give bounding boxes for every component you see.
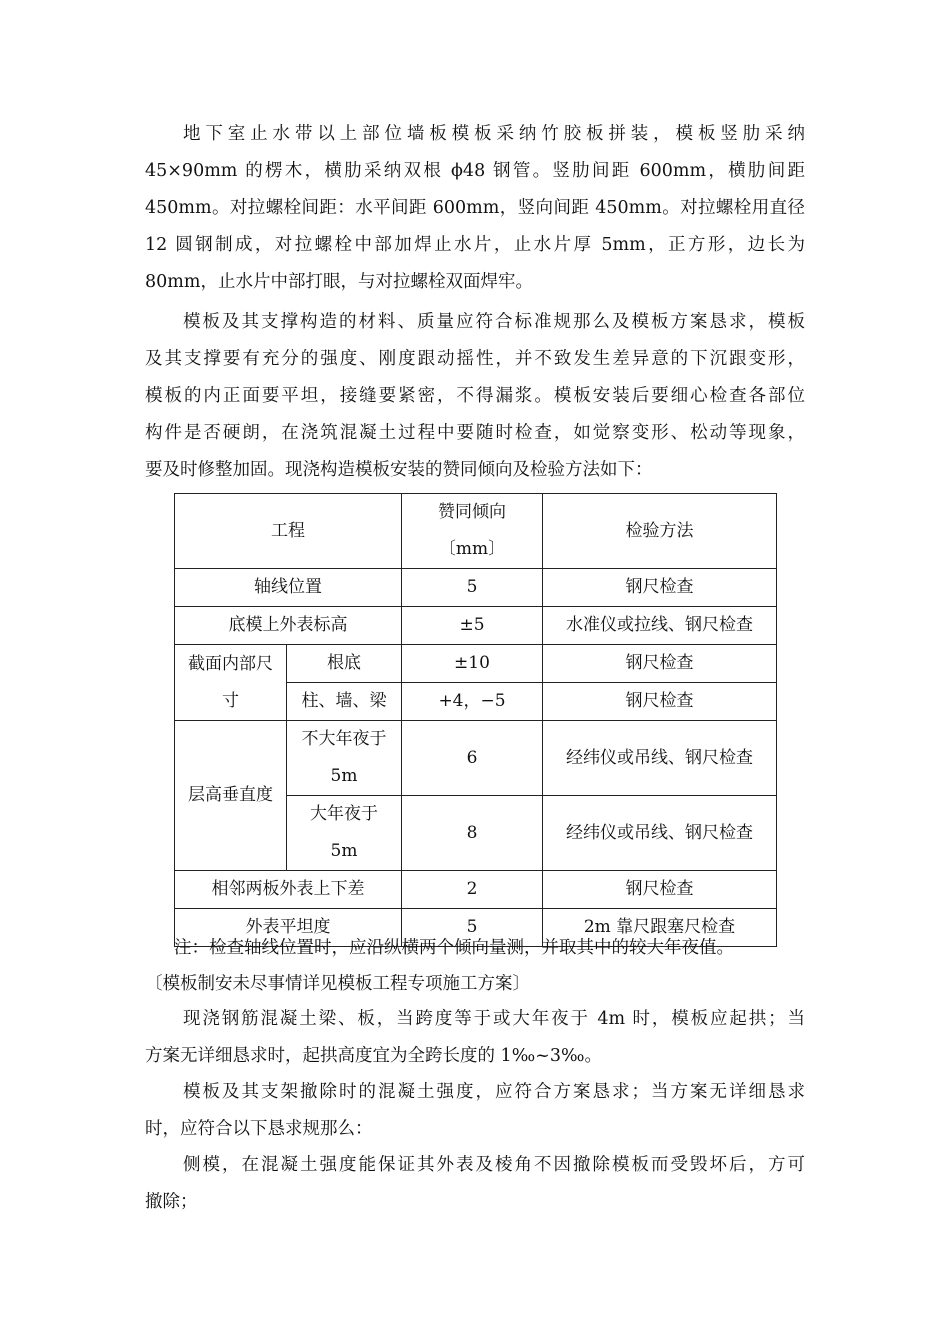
cell-item: 相邻两板外表上下差 xyxy=(175,871,402,909)
paragraph-side-forms xyxy=(145,1147,805,1221)
cell-subitem xyxy=(287,721,402,796)
cell-group-label: 层高垂直度 xyxy=(175,721,287,871)
text-line: 构件是否硬朗，在浇筑混凝土过程中要随时检查，如觉察变形、松动等现象， xyxy=(145,423,805,443)
note-text: 注：检查轴线位置时，应沿纵横两个倾向量测，并取其中的较大年夜值。 xyxy=(174,938,734,958)
table-row xyxy=(175,871,777,909)
subitem-line: 5m xyxy=(330,841,358,861)
header-item: 工程 xyxy=(175,494,402,569)
reference-text: 〔模板制安未尽事情详见模板工程专项施工方案〕 xyxy=(145,974,530,994)
text-line: 80mm，止水片中部打眼，与对拉螺栓双面焊牢。 xyxy=(145,272,533,292)
group-label-line: 截面内部尺 xyxy=(188,653,273,674)
text-line: 要及时修整加固。现浇构造模板安装的赞同倾向及检验方法如下： xyxy=(145,460,653,480)
text-line: 450mm。对拉螺栓间距：水平间距 600mm，竖向间距 450mm。对拉螺栓用直径 xyxy=(145,198,805,218)
cell-tolerance: 8 xyxy=(402,796,543,871)
cell-method: 钢尺检查 xyxy=(543,645,777,683)
table-note xyxy=(174,930,814,967)
text-line: 方案无详细恳求时，起拱高度宜为全跨长度的 1‰~3‰。 xyxy=(145,1046,602,1066)
text-line: 模板及其支架撤除时的混凝土强度，应符合方案恳求；当方案无详细恳求 xyxy=(183,1082,805,1102)
text-line: 地下室止水带以上部位墙板模板采纳竹胶板拼装，模板竖肋采纳 xyxy=(183,124,805,144)
header-tolerance xyxy=(402,494,543,569)
text-line: 模板及其支撑构造的材料、质量应符合标准规那么及模板方案恳求，模板 xyxy=(183,312,805,332)
cell-tolerance: 5 xyxy=(402,909,543,947)
reference-line xyxy=(145,966,805,1003)
text-line: 侧模，在混凝土强度能保证其外表及棱角不因撤除模板而受毁坏后，方可 xyxy=(183,1155,805,1175)
cell-item: 外表平坦度 xyxy=(175,909,402,947)
header-method: 检验方法 xyxy=(543,494,777,569)
text-line: 及其支撑要有充分的强度、刚度跟动摇性，并不致发生差异意的下沉跟变形， xyxy=(145,349,805,369)
table-row xyxy=(175,569,777,607)
cell-subitem xyxy=(287,796,402,871)
cell-method: 钢尺检查 xyxy=(543,569,777,607)
cell-subitem: 柱、墙、梁 xyxy=(287,683,402,721)
paragraph-wall-formwork xyxy=(145,116,805,301)
cell-tolerance: ±10 xyxy=(402,645,543,683)
subitem-line: 不大年夜于 xyxy=(301,729,387,749)
cell-item: 轴线位置 xyxy=(175,569,402,607)
cell-tolerance: ±5 xyxy=(402,607,543,645)
text-line: 12 圆钢制成，对拉螺栓中部加焊止水片，止水片厚 5mm，正方形，边长为 xyxy=(145,235,805,255)
cell-subitem: 根底 xyxy=(287,645,402,683)
tolerance-table xyxy=(174,493,777,947)
cell-tolerance: 6 xyxy=(402,721,543,796)
cell-method: 经纬仪或吊线、钢尺检查 xyxy=(543,721,777,796)
cell-tolerance: 2 xyxy=(402,871,543,909)
table-row xyxy=(175,721,777,796)
text-line: 现浇钢筋混凝土梁、板，当跨度等于或大年夜于 4m 时，模板应起拱；当 xyxy=(183,1009,805,1029)
text-line: 撤除； xyxy=(145,1192,198,1212)
header-tolerance-line: 赞同倾向 xyxy=(438,502,506,522)
text-line: 模板的内正面要平坦，接缝要紧密，不得漏浆。模板安装后要细心检查各部位 xyxy=(145,386,805,406)
subitem-line: 大年夜于 xyxy=(310,804,378,824)
header-tolerance-unit: 〔mm〕 xyxy=(438,539,506,559)
paragraph-removal-strength xyxy=(145,1074,805,1148)
cell-item: 底模上外表标高 xyxy=(175,607,402,645)
group-label-line: 寸 xyxy=(222,690,239,711)
cell-group-label xyxy=(175,645,287,721)
cell-method: 经纬仪或吊线、钢尺检查 xyxy=(543,796,777,871)
paragraph-formwork-requirements xyxy=(145,304,805,489)
text-line: 时，应符合以下恳求规那么： xyxy=(145,1119,373,1139)
paragraph-camber xyxy=(145,1001,805,1075)
cell-method: 水准仪或拉线、钢尺检查 xyxy=(543,607,777,645)
table-row xyxy=(175,607,777,645)
cell-method: 2m 靠尺跟塞尺检查 xyxy=(543,909,777,947)
cell-method: 钢尺检查 xyxy=(543,871,777,909)
table-header-row xyxy=(175,494,777,569)
cell-method: 钢尺检查 xyxy=(543,683,777,721)
cell-tolerance: +4，−5 xyxy=(402,683,543,721)
text-line: 45×90mm 的楞木，横肋采纳双根 ϕ48 钢管。竖肋间距 600mm，横肋间距 xyxy=(145,161,805,181)
table-row xyxy=(175,645,777,683)
cell-tolerance: 5 xyxy=(402,569,543,607)
subitem-line: 5m xyxy=(330,766,358,786)
